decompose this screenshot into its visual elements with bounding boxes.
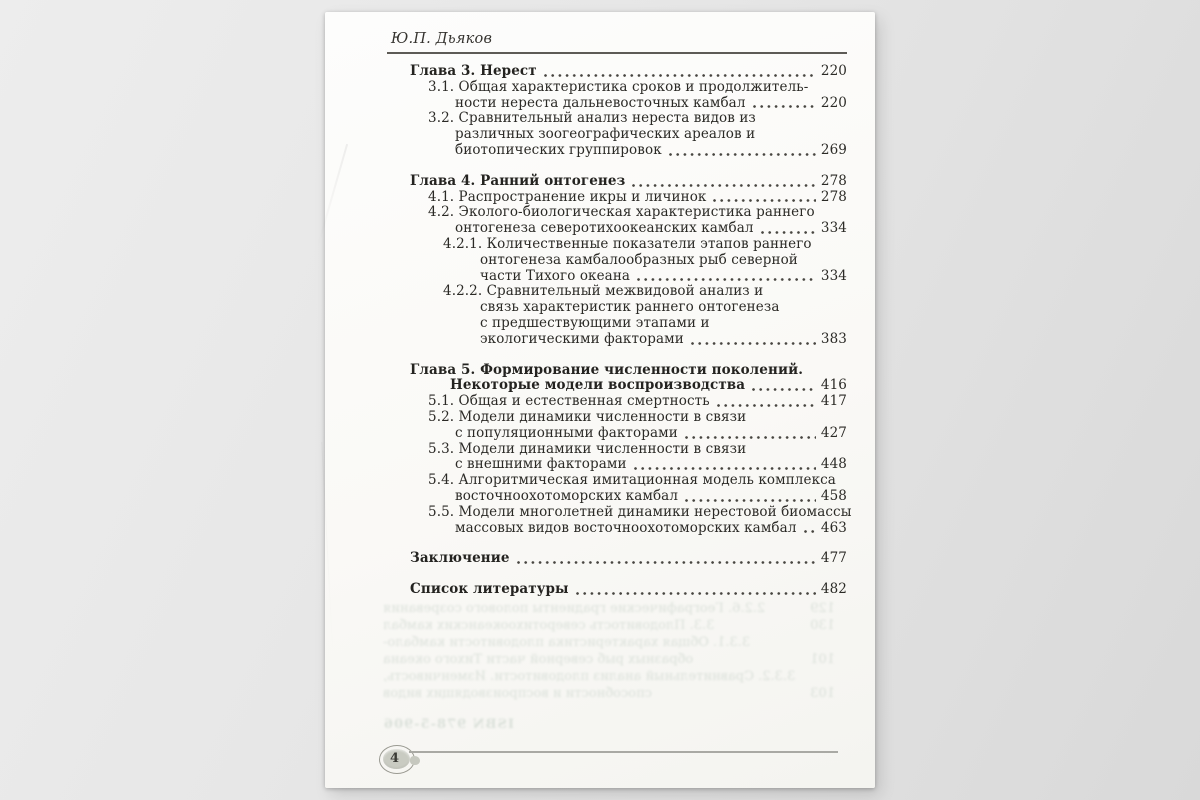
page-number-fish-icon bbox=[379, 745, 416, 774]
toc-page-number: 278 bbox=[820, 188, 847, 205]
dot-leader bbox=[761, 230, 816, 235]
dot-leader bbox=[637, 277, 816, 282]
toc-entry-title: Некоторые модели воспроизводства bbox=[450, 377, 746, 394]
fish-tail bbox=[410, 756, 420, 765]
toc-entry-line: 4.2. Эколого-биологическая характеристика раннего bbox=[428, 204, 815, 221]
toc-entry-title: Список литературы bbox=[410, 581, 569, 598]
dot-leader bbox=[691, 341, 816, 346]
toc-entry bbox=[410, 394, 847, 410]
toc-entry-line: связь характеристик раннего онтогенеза bbox=[480, 299, 780, 316]
toc-entry bbox=[410, 582, 847, 598]
toc-entry bbox=[410, 551, 847, 567]
toc-entry-title: Глава 3. Нерест bbox=[410, 63, 537, 79]
dot-leader bbox=[517, 560, 816, 565]
toc-page-number: 269 bbox=[820, 141, 847, 158]
running-header-author: Ю.П. Дьяков bbox=[391, 31, 493, 47]
toc-page-number: 334 bbox=[820, 220, 847, 237]
dot-leader bbox=[685, 498, 816, 503]
toc-entry bbox=[410, 442, 847, 474]
toc-entry bbox=[410, 80, 847, 112]
showthrough-line: 3.3.1. Общая характеристика плодовитости камбало- bbox=[383, 635, 751, 650]
toc-entry-line: Глава 5. Формирование численности поколений. bbox=[410, 361, 803, 378]
toc-entry-line: онтогенеза камбалообразных рыб северной bbox=[480, 251, 798, 268]
toc-entry-title: Заключение bbox=[410, 550, 510, 567]
showthrough-line: 3.3.2. Сравнительный анализ плодовитости. Изменчивость, bbox=[383, 669, 796, 684]
dot-leader bbox=[752, 387, 816, 392]
toc-entry-line: различных зоогеографических ареалов и bbox=[455, 126, 756, 143]
toc-entry-line: 5.2. Модели динамики численности в связи bbox=[428, 408, 747, 425]
page-number: 4 bbox=[390, 751, 400, 766]
toc-entry-title: массовых видов восточноохотоморских камбал bbox=[455, 519, 797, 536]
toc-page-number: 477 bbox=[820, 550, 847, 567]
toc-entry-title: части Тихого океана bbox=[480, 267, 631, 284]
toc-entry-title: биотопических группировок bbox=[455, 141, 662, 158]
toc-entry bbox=[410, 174, 847, 190]
header-rule bbox=[387, 52, 847, 54]
toc-page-number: 416 bbox=[820, 377, 847, 394]
toc-entry bbox=[410, 190, 847, 206]
toc-entry-line: 4.2.2. Сравнительный межвидовой анализ и bbox=[443, 283, 764, 300]
toc-entry bbox=[410, 205, 847, 237]
toc-page-number: 278 bbox=[820, 172, 847, 189]
paper-crease bbox=[321, 442, 334, 662]
toc-entry-line: 5.5. Модели многолетней динамики нерестовой биомассы bbox=[428, 503, 852, 520]
toc-entry bbox=[410, 237, 847, 284]
dot-leader bbox=[576, 591, 816, 596]
toc-entry bbox=[410, 410, 847, 442]
print-showthrough bbox=[383, 600, 835, 733]
toc-entry-title: экологическими факторами bbox=[480, 330, 684, 347]
table-of-contents bbox=[410, 63, 852, 598]
toc-entry-title: 5.1. Общая и естественная смертность bbox=[428, 393, 710, 410]
toc-entry-line: 5.3. Модели динамики численности в связи bbox=[428, 440, 747, 457]
book-page bbox=[325, 12, 875, 788]
footer-rule bbox=[409, 751, 838, 753]
toc-page-number: 220 bbox=[820, 94, 847, 111]
dot-leader bbox=[717, 403, 816, 408]
toc-entry bbox=[410, 284, 847, 347]
toc-page-number: 463 bbox=[820, 519, 847, 536]
dot-leader bbox=[713, 198, 816, 203]
toc-page-number: 334 bbox=[820, 267, 847, 284]
toc-entry-line: с предшествующими этапами и bbox=[480, 314, 710, 331]
toc-entry-title: 4.1. Распространение икры и личинок bbox=[428, 188, 707, 205]
showthrough-line: ISBN 978-5-906 bbox=[383, 717, 514, 732]
toc-entry-line: 3.2. Сравнительный анализ нереста видов из bbox=[428, 110, 756, 127]
toc-entry-title: восточноохотоморских камбал bbox=[455, 487, 679, 504]
toc-entry-line: 5.4. Алгоритмическая имитационная модель комплекса bbox=[428, 472, 836, 489]
toc-entry-title: с внешними факторами bbox=[455, 456, 627, 473]
dot-leader bbox=[685, 435, 816, 440]
toc-page-number: 482 bbox=[820, 581, 847, 598]
paper-crease bbox=[316, 144, 348, 250]
toc-entry-line: 3.1. Общая характеристика сроков и продолжитель- bbox=[428, 78, 809, 95]
toc-page-number: 417 bbox=[820, 393, 847, 410]
dot-leader bbox=[544, 73, 816, 78]
dot-leader bbox=[632, 183, 816, 188]
toc-page-number: 448 bbox=[820, 456, 847, 473]
dot-leader bbox=[669, 152, 816, 157]
dot-leader bbox=[634, 466, 816, 471]
toc-entry bbox=[410, 363, 847, 395]
showthrough-line: 101 образных рыб северной части Тихого океана bbox=[383, 652, 835, 667]
showthrough-line: 130 3.3. Плодовитость северотихоокеанских камбал bbox=[383, 618, 835, 633]
toc-page-number: 427 bbox=[820, 424, 847, 441]
toc-page-number: 458 bbox=[820, 487, 847, 504]
dot-leader bbox=[753, 104, 816, 109]
toc-entry bbox=[410, 64, 847, 80]
toc-entry bbox=[410, 473, 847, 505]
toc-entry-title: Глава 4. Ранний онтогенез bbox=[410, 172, 626, 189]
toc-page-number: 383 bbox=[820, 330, 847, 347]
toc-page-number: 220 bbox=[820, 63, 847, 79]
toc-entry-line: 4.2.1. Количественные показатели этапов раннего bbox=[443, 235, 812, 252]
toc-entry-title: ности нереста дальневосточных камбал bbox=[455, 94, 746, 111]
toc-entry-title: с популяционными факторами bbox=[455, 424, 678, 441]
toc-entry bbox=[410, 503, 852, 537]
showthrough-line: 103 способности и воспроизводящих видов bbox=[383, 686, 835, 701]
dot-leader bbox=[804, 529, 817, 534]
toc-entry bbox=[410, 111, 847, 158]
toc-entry-title: онтогенеза северотихоокеанских камбал bbox=[455, 220, 754, 237]
showthrough-line: 129 2.2.6. Географические градиенты полового созревания bbox=[383, 601, 835, 616]
